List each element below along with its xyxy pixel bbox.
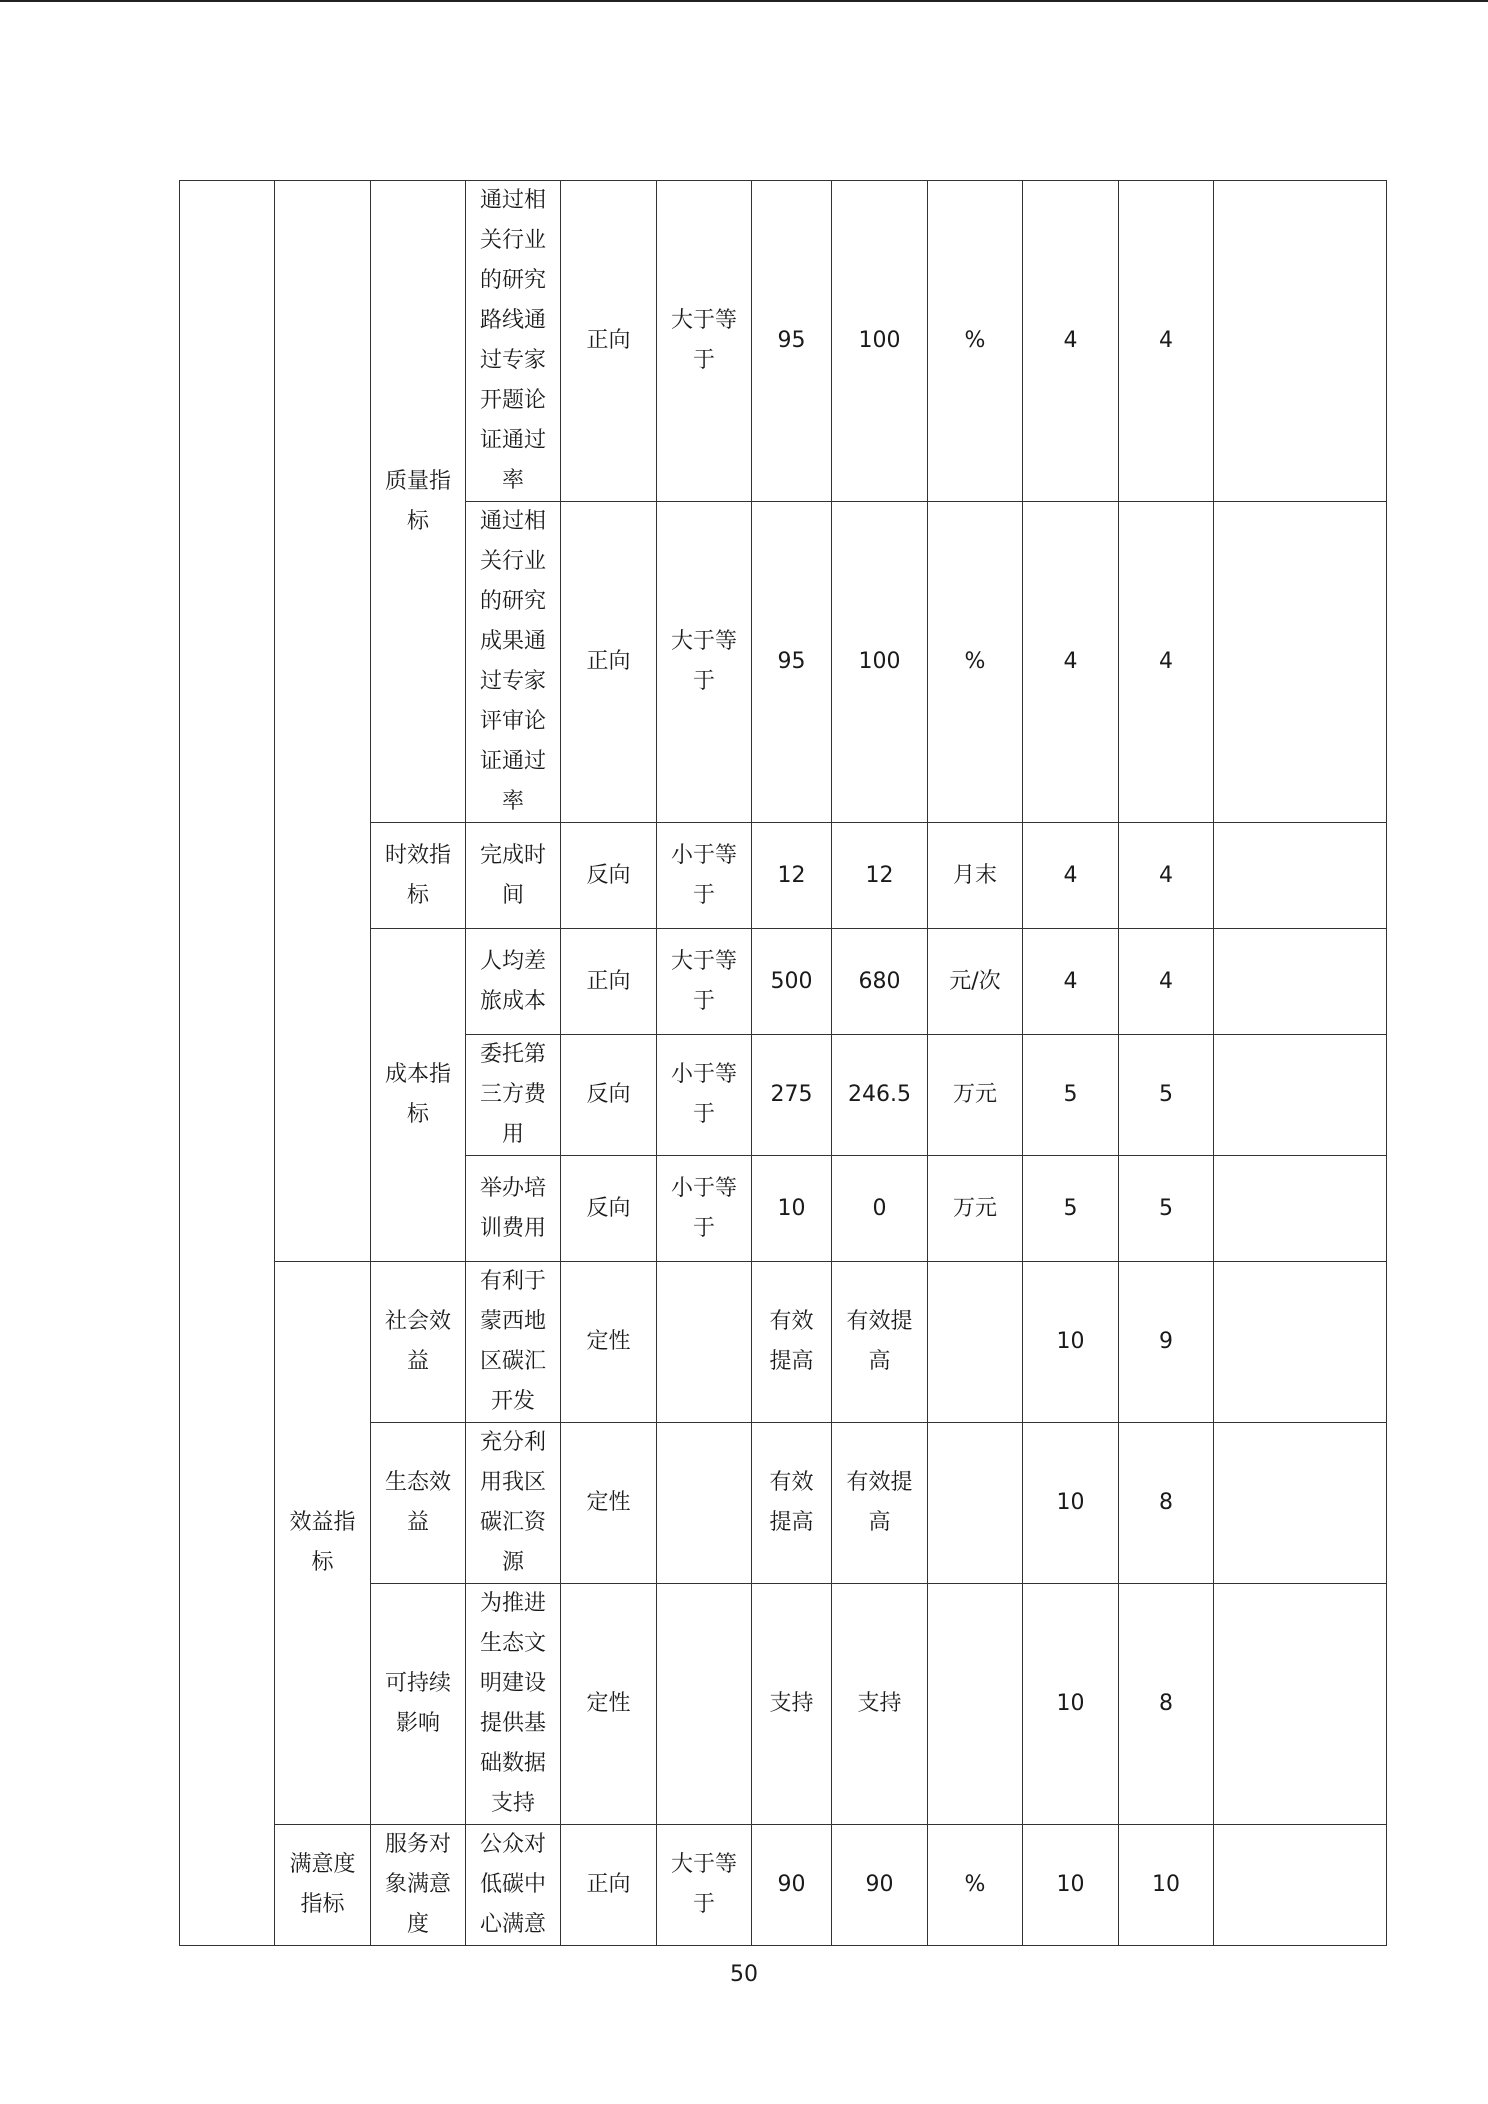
remark-cell xyxy=(1214,929,1387,1035)
actual-cell: 支持 xyxy=(832,1584,928,1825)
performance-indicator-table xyxy=(179,180,1387,1946)
indicator-cell: 充分利用我区碳汇资源 xyxy=(466,1423,561,1584)
remark-cell xyxy=(1214,1584,1387,1825)
direction-cell: 正向 xyxy=(561,1825,657,1946)
score-cell: 10 xyxy=(1119,1825,1214,1946)
level2-cell: 满意度指标 xyxy=(275,1825,371,1946)
unit-cell xyxy=(928,1423,1023,1584)
score-cell: 4 xyxy=(1119,181,1214,502)
top-rule xyxy=(0,0,1488,2)
indicator-cell: 通过相关行业的研究成果通过专家评审论证通过率 xyxy=(466,502,561,823)
indicator-cell: 公众对低碳中心满意 xyxy=(466,1825,561,1946)
actual-cell: 100 xyxy=(832,181,928,502)
operator-cell: 小于等于 xyxy=(657,1035,752,1156)
remark-cell xyxy=(1214,1035,1387,1156)
level1-cell xyxy=(180,181,275,1946)
unit-cell: % xyxy=(928,1825,1023,1946)
target-cell: 500 xyxy=(752,929,832,1035)
operator-cell: 小于等于 xyxy=(657,823,752,929)
actual-cell: 0 xyxy=(832,1156,928,1262)
remark-cell xyxy=(1214,181,1387,502)
page-number: 50 xyxy=(730,1962,758,1987)
operator-cell: 大于等于 xyxy=(657,502,752,823)
direction-cell: 定性 xyxy=(561,1584,657,1825)
level3-cell: 成本指标 xyxy=(371,929,466,1262)
weight-cell: 10 xyxy=(1023,1423,1119,1584)
target-cell: 支持 xyxy=(752,1584,832,1825)
level3-cell: 服务对象满意度 xyxy=(371,1825,466,1946)
weight-cell: 4 xyxy=(1023,823,1119,929)
score-cell: 4 xyxy=(1119,502,1214,823)
indicator-cell: 为推进生态文明建设提供基础数据支持 xyxy=(466,1584,561,1825)
level2-cell xyxy=(275,181,371,1262)
target-cell: 95 xyxy=(752,502,832,823)
level2-cell: 效益指标 xyxy=(275,1262,371,1825)
unit-cell: % xyxy=(928,181,1023,502)
operator-cell: 大于等于 xyxy=(657,181,752,502)
level3-cell: 生态效益 xyxy=(371,1423,466,1584)
score-cell: 5 xyxy=(1119,1035,1214,1156)
table-row xyxy=(180,1825,1387,1946)
target-cell: 10 xyxy=(752,1156,832,1262)
weight-cell: 10 xyxy=(1023,1584,1119,1825)
unit-cell xyxy=(928,1584,1023,1825)
remark-cell xyxy=(1214,1156,1387,1262)
direction-cell: 反向 xyxy=(561,1156,657,1262)
indicator-cell: 委托第三方费用 xyxy=(466,1035,561,1156)
score-cell: 8 xyxy=(1119,1584,1214,1825)
unit-cell: % xyxy=(928,502,1023,823)
actual-cell: 100 xyxy=(832,502,928,823)
remark-cell xyxy=(1214,1262,1387,1423)
table-row xyxy=(180,181,1387,502)
remark-cell xyxy=(1214,1423,1387,1584)
actual-cell: 680 xyxy=(832,929,928,1035)
target-cell: 有效提高 xyxy=(752,1262,832,1423)
operator-cell xyxy=(657,1262,752,1423)
target-cell: 95 xyxy=(752,181,832,502)
unit-cell: 万元 xyxy=(928,1156,1023,1262)
direction-cell: 正向 xyxy=(561,929,657,1035)
direction-cell: 定性 xyxy=(561,1423,657,1584)
remark-cell xyxy=(1214,502,1387,823)
score-cell: 9 xyxy=(1119,1262,1214,1423)
table-row xyxy=(180,1262,1387,1423)
score-cell: 4 xyxy=(1119,823,1214,929)
weight-cell: 4 xyxy=(1023,181,1119,502)
actual-cell: 90 xyxy=(832,1825,928,1946)
actual-cell: 有效提高 xyxy=(832,1423,928,1584)
indicator-cell: 完成时间 xyxy=(466,823,561,929)
operator-cell: 大于等于 xyxy=(657,929,752,1035)
direction-cell: 反向 xyxy=(561,823,657,929)
direction-cell: 定性 xyxy=(561,1262,657,1423)
score-cell: 5 xyxy=(1119,1156,1214,1262)
direction-cell: 反向 xyxy=(561,1035,657,1156)
indicator-cell: 有利于蒙西地区碳汇开发 xyxy=(466,1262,561,1423)
weight-cell: 10 xyxy=(1023,1262,1119,1423)
indicator-cell: 举办培训费用 xyxy=(466,1156,561,1262)
direction-cell: 正向 xyxy=(561,181,657,502)
weight-cell: 5 xyxy=(1023,1156,1119,1262)
actual-cell: 246.5 xyxy=(832,1035,928,1156)
operator-cell: 小于等于 xyxy=(657,1156,752,1262)
indicator-cell: 通过相关行业的研究路线通过专家开题论证通过率 xyxy=(466,181,561,502)
unit-cell: 元/次 xyxy=(928,929,1023,1035)
score-cell: 8 xyxy=(1119,1423,1214,1584)
unit-cell xyxy=(928,1262,1023,1423)
unit-cell: 万元 xyxy=(928,1035,1023,1156)
score-cell: 4 xyxy=(1119,929,1214,1035)
level3-cell: 时效指标 xyxy=(371,823,466,929)
weight-cell: 4 xyxy=(1023,929,1119,1035)
operator-cell: 大于等于 xyxy=(657,1825,752,1946)
indicator-cell: 人均差旅成本 xyxy=(466,929,561,1035)
level3-cell: 可持续影响 xyxy=(371,1584,466,1825)
actual-cell: 12 xyxy=(832,823,928,929)
target-cell: 275 xyxy=(752,1035,832,1156)
direction-cell: 正向 xyxy=(561,502,657,823)
weight-cell: 5 xyxy=(1023,1035,1119,1156)
target-cell: 90 xyxy=(752,1825,832,1946)
operator-cell xyxy=(657,1423,752,1584)
target-cell: 12 xyxy=(752,823,832,929)
operator-cell xyxy=(657,1584,752,1825)
level3-cell: 质量指标 xyxy=(371,181,466,823)
remark-cell xyxy=(1214,1825,1387,1946)
weight-cell: 10 xyxy=(1023,1825,1119,1946)
weight-cell: 4 xyxy=(1023,502,1119,823)
actual-cell: 有效提高 xyxy=(832,1262,928,1423)
unit-cell: 月末 xyxy=(928,823,1023,929)
remark-cell xyxy=(1214,823,1387,929)
target-cell: 有效提高 xyxy=(752,1423,832,1584)
level3-cell: 社会效益 xyxy=(371,1262,466,1423)
